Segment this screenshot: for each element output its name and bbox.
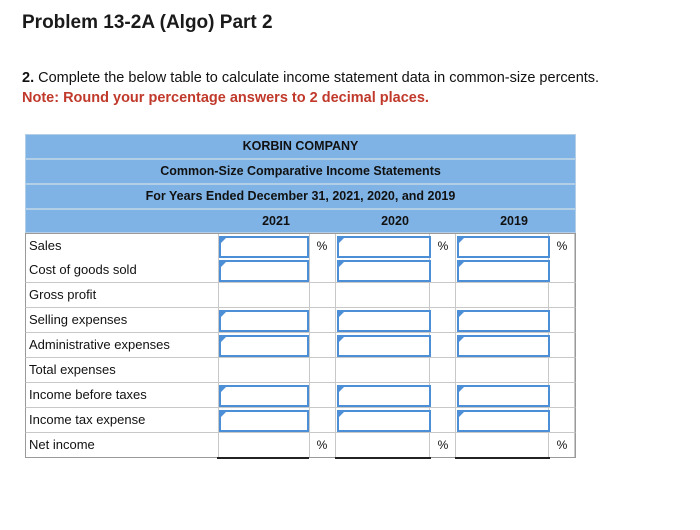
- percent-value-2021: [219, 358, 309, 382]
- percent-value-2020: [337, 358, 431, 382]
- percent-input-2019[interactable]: [457, 385, 550, 407]
- input-corner-marker-icon: [339, 238, 344, 243]
- year-2020-header: 2020: [381, 214, 409, 228]
- company-name: KORBIN COMPANY: [25, 134, 576, 159]
- double-underline: [455, 457, 550, 459]
- cell-divider: [574, 308, 575, 332]
- instruction-number: 2.: [22, 70, 35, 86]
- cell-divider: [309, 283, 310, 307]
- double-underline: [335, 457, 431, 459]
- percent-input-2020[interactable]: [337, 236, 431, 258]
- cell-divider: [335, 258, 336, 282]
- row-label: Total expenses: [29, 362, 116, 377]
- percent-sign: %: [437, 438, 449, 452]
- percent-value-2019: [457, 358, 550, 382]
- percent-input-2021[interactable]: [219, 410, 309, 432]
- input-corner-marker-icon: [339, 412, 344, 417]
- year-header-row: [25, 209, 576, 233]
- input-corner-marker-icon: [221, 312, 226, 317]
- row-label: Cost of goods sold: [29, 262, 137, 277]
- input-corner-marker-icon: [459, 262, 464, 267]
- input-corner-marker-icon: [339, 337, 344, 342]
- table-row: [25, 358, 576, 383]
- percent-input-2019[interactable]: [457, 310, 550, 332]
- cell-divider: [574, 383, 575, 407]
- row-label: Income tax expense: [29, 412, 146, 427]
- cell-divider: [455, 383, 456, 407]
- cell-divider: [335, 333, 336, 357]
- row-label: Selling expenses: [29, 312, 128, 327]
- instructions: [22, 68, 692, 108]
- cell-divider: [574, 358, 575, 382]
- cell-divider: [309, 408, 310, 432]
- input-corner-marker-icon: [221, 337, 226, 342]
- percent-value-2020: [337, 283, 431, 307]
- percent-input-2020[interactable]: [337, 335, 431, 357]
- income-statement-table: [25, 134, 576, 460]
- percent-input-2021[interactable]: [219, 260, 309, 282]
- instruction-text: Complete the below table to calculate income statement data in common-size percents.: [38, 70, 600, 86]
- double-underline: [217, 457, 309, 459]
- cell-divider: [574, 258, 575, 282]
- statement-title: Common-Size Comparative Income Statements: [25, 159, 576, 184]
- statement-period: For Years Ended December 31, 2021, 2020, and 2019: [25, 184, 576, 209]
- input-corner-marker-icon: [459, 312, 464, 317]
- input-corner-marker-icon: [339, 387, 344, 392]
- table-row: [25, 408, 576, 433]
- table-row: [25, 258, 576, 283]
- cell-divider: [455, 308, 456, 332]
- row-label: Income before taxes: [29, 387, 147, 402]
- cell-divider: [309, 333, 310, 357]
- percent-input-2020[interactable]: [337, 410, 431, 432]
- cell-divider: [574, 283, 575, 307]
- row-label: Gross profit: [29, 287, 97, 302]
- row-label: Administrative expenses: [29, 337, 170, 352]
- input-corner-marker-icon: [221, 387, 226, 392]
- cell-divider: [574, 408, 575, 432]
- table-row: [25, 433, 576, 458]
- rounding-note: Note: Round your percentage answers to 2 decimal places.: [22, 90, 429, 106]
- percent-sign: %: [316, 239, 328, 253]
- cell-divider: [309, 258, 310, 282]
- input-corner-marker-icon: [459, 238, 464, 243]
- input-corner-marker-icon: [221, 262, 226, 267]
- table-row: [25, 233, 576, 259]
- cell-divider: [574, 333, 575, 357]
- year-2021-header: 2021: [262, 214, 290, 228]
- percent-input-2021[interactable]: [219, 310, 309, 332]
- input-corner-marker-icon: [221, 412, 226, 417]
- percent-sign: %: [437, 239, 449, 253]
- percent-sign: %: [316, 438, 328, 452]
- cell-divider: [335, 408, 336, 432]
- cell-divider: [455, 358, 456, 382]
- table-row: [25, 333, 576, 358]
- percent-input-2020[interactable]: [337, 310, 431, 332]
- cell-divider: [335, 358, 336, 382]
- percent-input-2019[interactable]: [457, 236, 550, 258]
- percent-value-2020: [337, 433, 431, 457]
- percent-value-2019: [457, 283, 550, 307]
- cell-divider: [335, 283, 336, 307]
- input-corner-marker-icon: [339, 262, 344, 267]
- cell-divider: [309, 308, 310, 332]
- input-corner-marker-icon: [339, 312, 344, 317]
- table-row: [25, 383, 576, 408]
- cell-divider: [309, 358, 310, 382]
- input-corner-marker-icon: [221, 238, 226, 243]
- percent-value-2021: [219, 433, 309, 457]
- cell-divider: [455, 283, 456, 307]
- table-row: [25, 283, 576, 308]
- percent-input-2020[interactable]: [337, 260, 431, 282]
- percent-sign: %: [556, 438, 568, 452]
- cell-divider: [309, 383, 310, 407]
- percent-value-2021: [219, 283, 309, 307]
- input-corner-marker-icon: [459, 387, 464, 392]
- percent-input-2021[interactable]: [219, 335, 309, 357]
- percent-input-2019[interactable]: [457, 335, 550, 357]
- page-title: Problem 13-2A (Algo) Part 2: [22, 12, 273, 33]
- cell-divider: [455, 333, 456, 357]
- cell-divider: [455, 408, 456, 432]
- cell-divider: [455, 258, 456, 282]
- cell-divider: [335, 433, 336, 457]
- row-label: Net income: [29, 437, 95, 452]
- percent-sign: %: [556, 239, 568, 253]
- percent-input-2020[interactable]: [337, 385, 431, 407]
- cell-divider: [335, 234, 336, 258]
- year-2019-header: 2019: [500, 214, 528, 228]
- cell-divider: [335, 383, 336, 407]
- percent-value-2019: [457, 433, 550, 457]
- cell-divider: [335, 308, 336, 332]
- percent-input-2019[interactable]: [457, 410, 550, 432]
- percent-input-2021[interactable]: [219, 385, 309, 407]
- row-label: Sales: [29, 238, 62, 253]
- percent-input-2019[interactable]: [457, 260, 550, 282]
- input-corner-marker-icon: [459, 337, 464, 342]
- input-corner-marker-icon: [459, 412, 464, 417]
- percent-input-2021[interactable]: [219, 236, 309, 258]
- table-row: [25, 308, 576, 333]
